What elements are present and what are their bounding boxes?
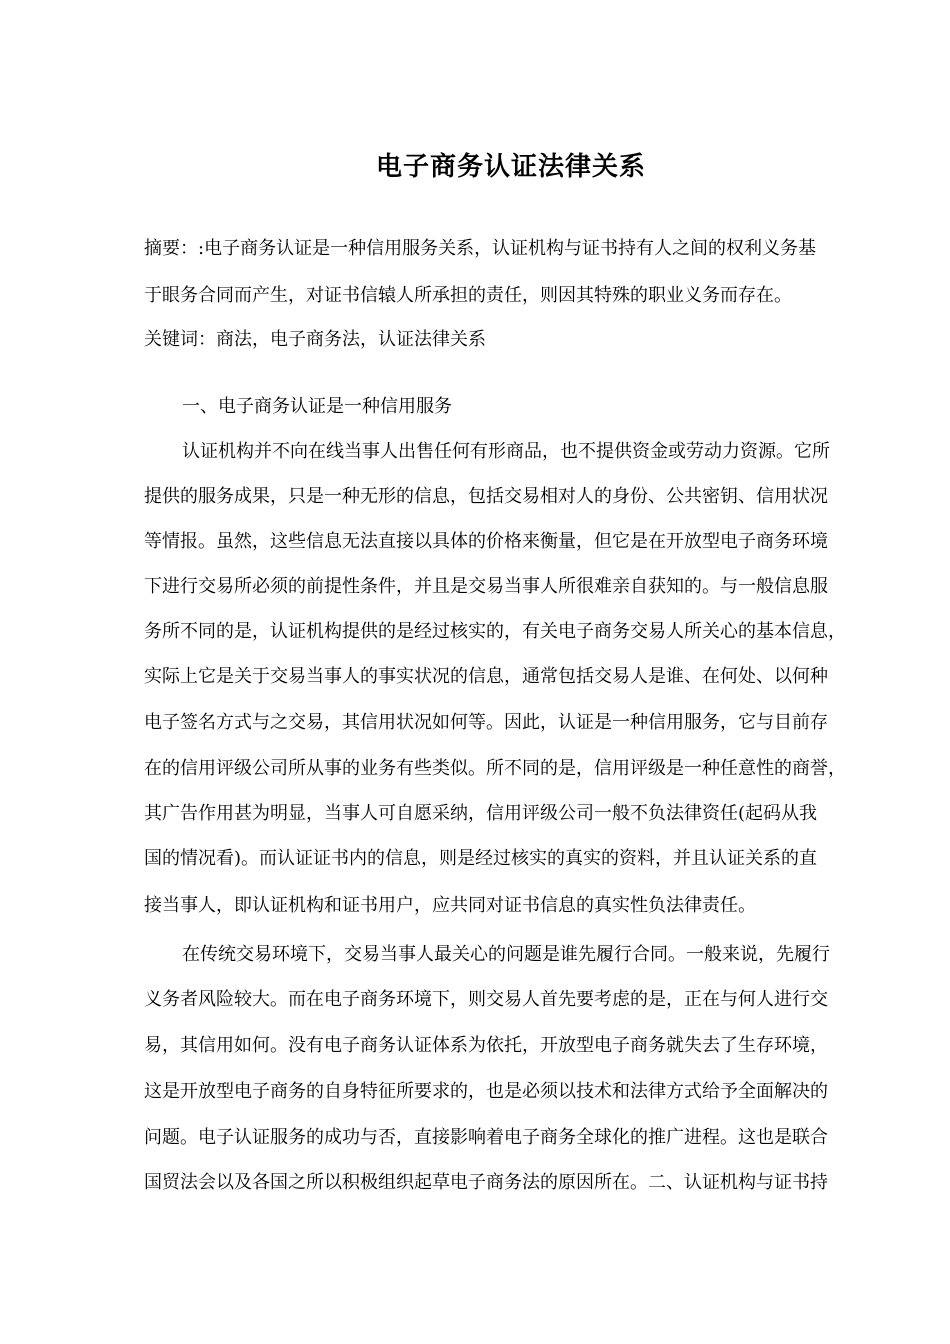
abstract-line: 于眼务合同而产生，对证书信辕人所承担的责任，则因其特殊的职业义务而存在。 [144, 285, 792, 306]
paragraph-line: 实际上它是关于交易当事人的事实状况的信息，通常包括交易人是谁、在何处、以何种 [144, 666, 828, 687]
paragraph-line: 认证机构并不向在线当事人出售任何有形商品，也不提供资金或劳动力资源。它所 [182, 441, 830, 462]
section-heading: 一、电子商务认证是一种信用服务 [182, 396, 452, 417]
paragraph-line: 下进行交易所必须的前提性条件，并且是交易当事人所很难亲自获知的。与一般信息服 [144, 576, 828, 597]
document-title: 电子商务认证法律关系 [375, 152, 646, 182]
abstract-line: 摘要：:电子商务认证是一种信用服务关系，认证机构与证书持有人之间的权利义务基 [144, 238, 817, 259]
paragraph-line: 在传统交易环境下，交易当事人最关心的问题是谁先履行合同。一般来说，先履行 [182, 944, 830, 965]
paragraph-line: 国的情况看)。而认证证书内的信息，则是经过核实的真实的资料，并且认证关系的直 [144, 848, 818, 869]
paragraph-line: 其广告作用甚为明显，当事人可自愿采纳，信用评级公司一般不负法律资任(起码从我 [144, 803, 818, 824]
keywords-line: 关键词：商法，电子商务法，认证法律关系 [144, 329, 486, 350]
paragraph-line: 易，其信用如何。没有电子商务认证体系为依托，开放型电子商务就失去了生存环境， [144, 1035, 828, 1056]
paragraph-line: 在的信用评级公司所从事的业务有些类似。所不同的是，信用评级是一种任意性的商誉， [144, 758, 846, 779]
paragraph-line: 务所不同的是，认证机构提供的是经过核实的，有关电子商务交易人所关心的基本信息， [144, 621, 846, 642]
paragraph-line: 国贸法会以及各国之所以积极组织起草电子商务法的原因所在。二、认证机构与证书持 [144, 1172, 828, 1193]
paragraph-line: 接当事人，即认证机构和证书用户，应共同对证书信息的真实性负法律责任。 [144, 895, 756, 916]
paragraph-line: 等情报。虽然，这些信息无法直接以具体的价格来衡量，但它是在开放型电子商务环境 [144, 531, 828, 552]
paragraph-line: 问题。电子认证服务的成功与否，直接影响着电子商务全球化的推广进程。这也是联合 [144, 1127, 828, 1148]
paragraph-line: 这是开放型电子商务的自身特征所要求的，也是必须以技术和法律方式给予全面解决的 [144, 1081, 828, 1102]
paragraph-line: 电子签名方式与之交易，其信用状况如何等。因此，认证是一种信用服务，它与目前存 [144, 712, 828, 733]
paragraph-line: 义务者风险较大。而在电子商务环境下，则交易人首先要考虑的是，正在与何人进行交 [144, 989, 828, 1010]
paragraph-line: 提供的服务成果，只是一种无形的信息，包括交易相对人的身份、公共密钥、信用状况 [144, 486, 828, 507]
